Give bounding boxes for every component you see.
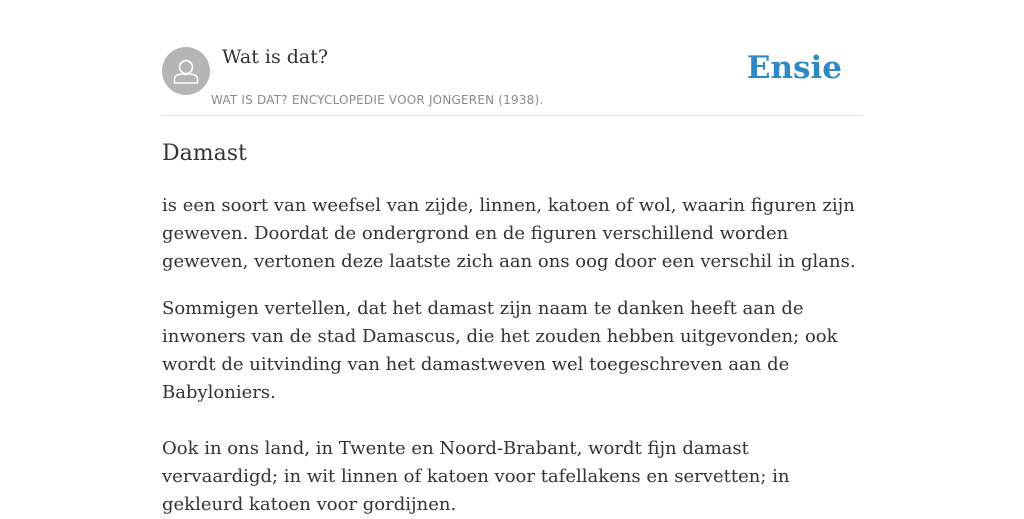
article-title: Damast [162,141,247,166]
article-content [162,138,862,519]
article-paragraph: Sommigen vertellen, dat het damast zijn naam te danken heeft aan de inwoners van de stad Damascus, die het zouden hebben uitgevonden; ook wordt de uitvinding van het damastweven wel toegeschreven aan de Babyloniers. [162,298,838,403]
article-paragraph: Ook in ons land, in Twente en Noord-Brabant, wordt fijn damast vervaardigd; in wit linnen of katoen voor tafellakens en servetten; in gekleurd katoen voor gordijnen. [162,438,790,515]
user-outline-icon [162,47,210,95]
source-subtitle: WAT IS DAT? ENCYCLOPEDIE VOOR JONGEREN (1938). [211,93,544,107]
avatar[interactable] [162,47,210,95]
source-title-link[interactable]: Wat is dat? [222,46,329,68]
article-paragraph: is een soort van weefsel van zijde, linnen, katoen of wol, waarin figuren zijn geweven. Doordat de ondergrond en de figuren verschillend worden geweven, vertonen deze laatste zich aan ons oog door een verschil in glans. [162,195,856,272]
ensie-logo-link[interactable]: Ensie [746,50,842,86]
source-header [162,42,862,116]
